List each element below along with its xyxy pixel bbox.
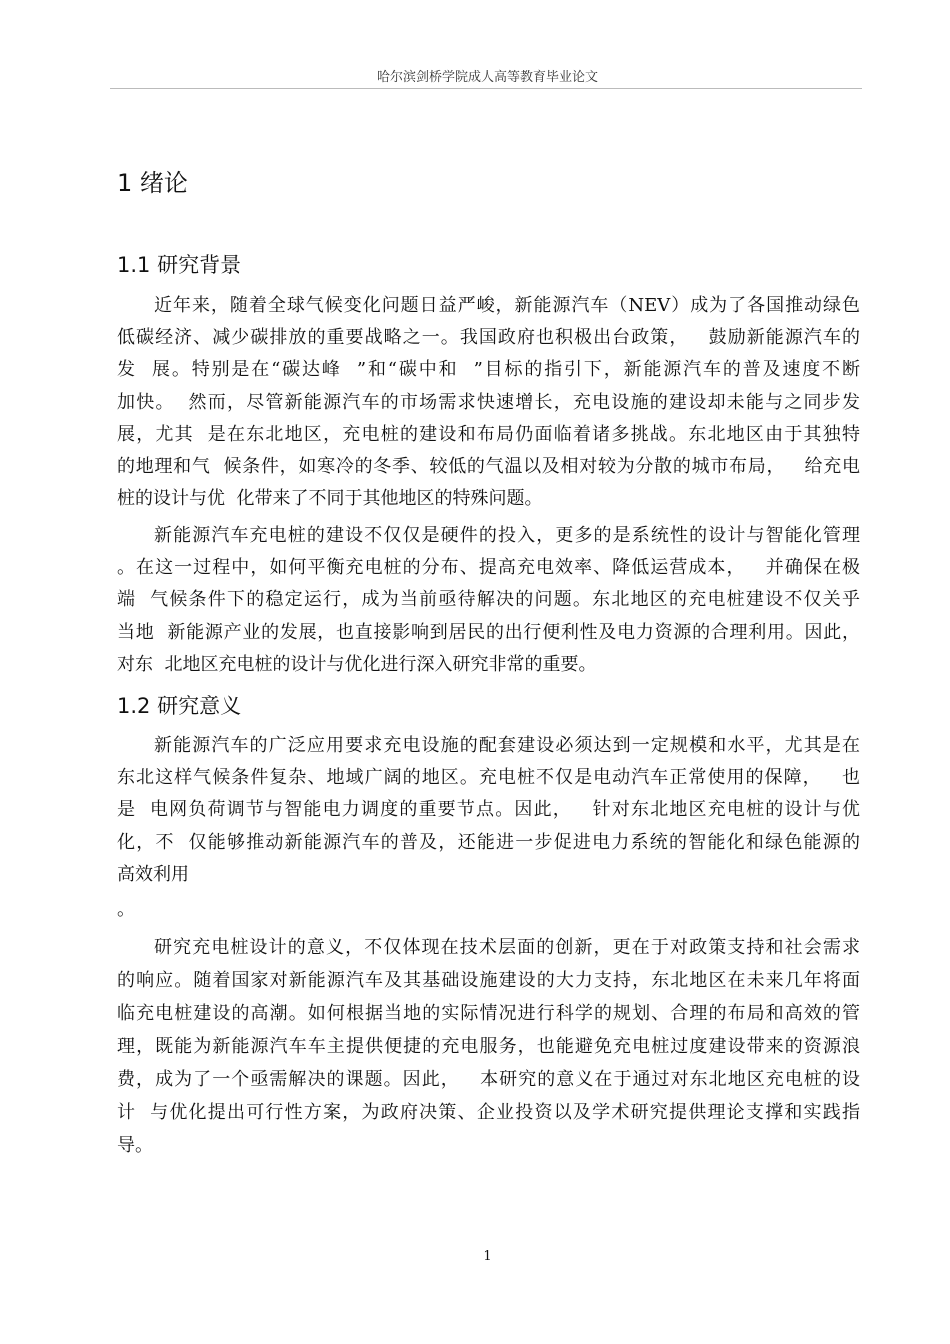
text-line: 高效利用	[117, 863, 189, 885]
text-line: 当地 新能源产业的发展，也直接影响到居民的出行便利性及电力资源的合理利用。因此，	[117, 621, 860, 643]
text-line: 发 展。特别是在“碳达峰 ”和“碳中和 ”目标的指引下，新能源汽车的普及速度不断	[117, 359, 860, 381]
text-line: 新能源汽车的广泛应用要求充电设施的配套建设必须达到一定规模和水平，尤其是在	[154, 735, 860, 756]
text-line: 展，尤其 是在东北地区，充电桩的建设和布局仍面临着诸多挑战。东北地区由于其独特	[117, 423, 860, 445]
text-line: 低碳经济、减少碳排放的重要战略之一。我国政府也积极出台政策， 鼓励新能源汽车的	[117, 327, 860, 349]
text-line: 临充电桩建设的高潮。如何根据当地的实际情况进行科学的规划、合理的布局和高效的管	[117, 1003, 860, 1024]
paragraph-significance-2	[117, 931, 860, 1162]
text-line: 。在这一过程中，如何平衡充电桩的分布、提高充电效率、降低运营成本， 并确保在极	[117, 557, 860, 579]
text-line: 研究充电桩设计的意义，不仅体现在技术层面的创新，更在于对政策支持和社会需求	[154, 937, 860, 958]
text-line: 。	[117, 898, 135, 920]
text-line: 的地理和气 候条件，如寒冷的冬季、较低的气温以及相对较为分散的城市布局， 给充电	[117, 455, 860, 477]
running-header: 哈尔滨剑桥学院成人高等教育毕业论文	[376, 70, 598, 85]
text-line: 端 气候条件下的稳定运行，成为当前亟待解决的问题。东北地区的充电桩建设不仅关乎	[117, 589, 860, 611]
text-line: 加快。 然而，尽管新能源汽车的市场需求快速增长，充电设施的建设却未能与之同步发	[117, 391, 860, 413]
text-line: 导。	[117, 1135, 153, 1156]
section-title-background: 1.1 研究背景	[117, 253, 242, 277]
text-line: 费，成为了一个亟需解决的课题。因此， 本研究的意义在于通过对东北地区充电桩的设	[117, 1069, 860, 1090]
section-title-significance: 1.2 研究意义	[117, 694, 242, 718]
paragraph-background-1	[117, 290, 860, 515]
text-line: 新能源汽车充电桩的建设不仅仅是硬件的投入，更多的是系统性的设计与智能化管理	[154, 525, 860, 546]
text-line: 桩的设计与优 化带来了不同于其他地区的特殊问题。	[117, 488, 543, 510]
text-line: 计 与优化提出可行性方案，为政府决策、企业投资以及学术研究提供理论支撑和实践指	[117, 1102, 860, 1123]
text-line: 东北这样气候条件复杂、地域广阔的地区。充电桩不仅是电动汽车正常使用的保障， 也	[117, 767, 860, 789]
paragraph-significance-1	[117, 730, 860, 926]
text-line: 对东 北地区充电桩的设计与优化进行深入研究非常的重要。	[117, 653, 597, 675]
text-line: 近年来，随着全球气候变化问题日益严峻，新能源汽车（NEV）成为了各国推动绿色	[154, 295, 860, 316]
paragraph-background-2	[117, 520, 860, 681]
chapter-title: 1 绪论	[117, 169, 188, 197]
text-line: 的响应。随着国家对新能源汽车及其基础设施建设的大力支持，东北地区在未来几年将面	[117, 970, 860, 991]
header-rule	[110, 88, 862, 89]
text-line: 是 电网负荷调节与智能电力调度的重要节点。因此， 针对东北地区充电桩的设计与优	[117, 799, 860, 821]
text-line: 理，既能为新能源汽车车主提供便捷的充电服务，也能避免充电桩过度建设带来的资源浪	[117, 1036, 860, 1057]
page-number: 1	[483, 1249, 492, 1264]
text-line: 化，不 仅能够推动新能源汽车的普及，还能进一步促进电力系统的智能化和绿色能源的	[117, 831, 860, 853]
